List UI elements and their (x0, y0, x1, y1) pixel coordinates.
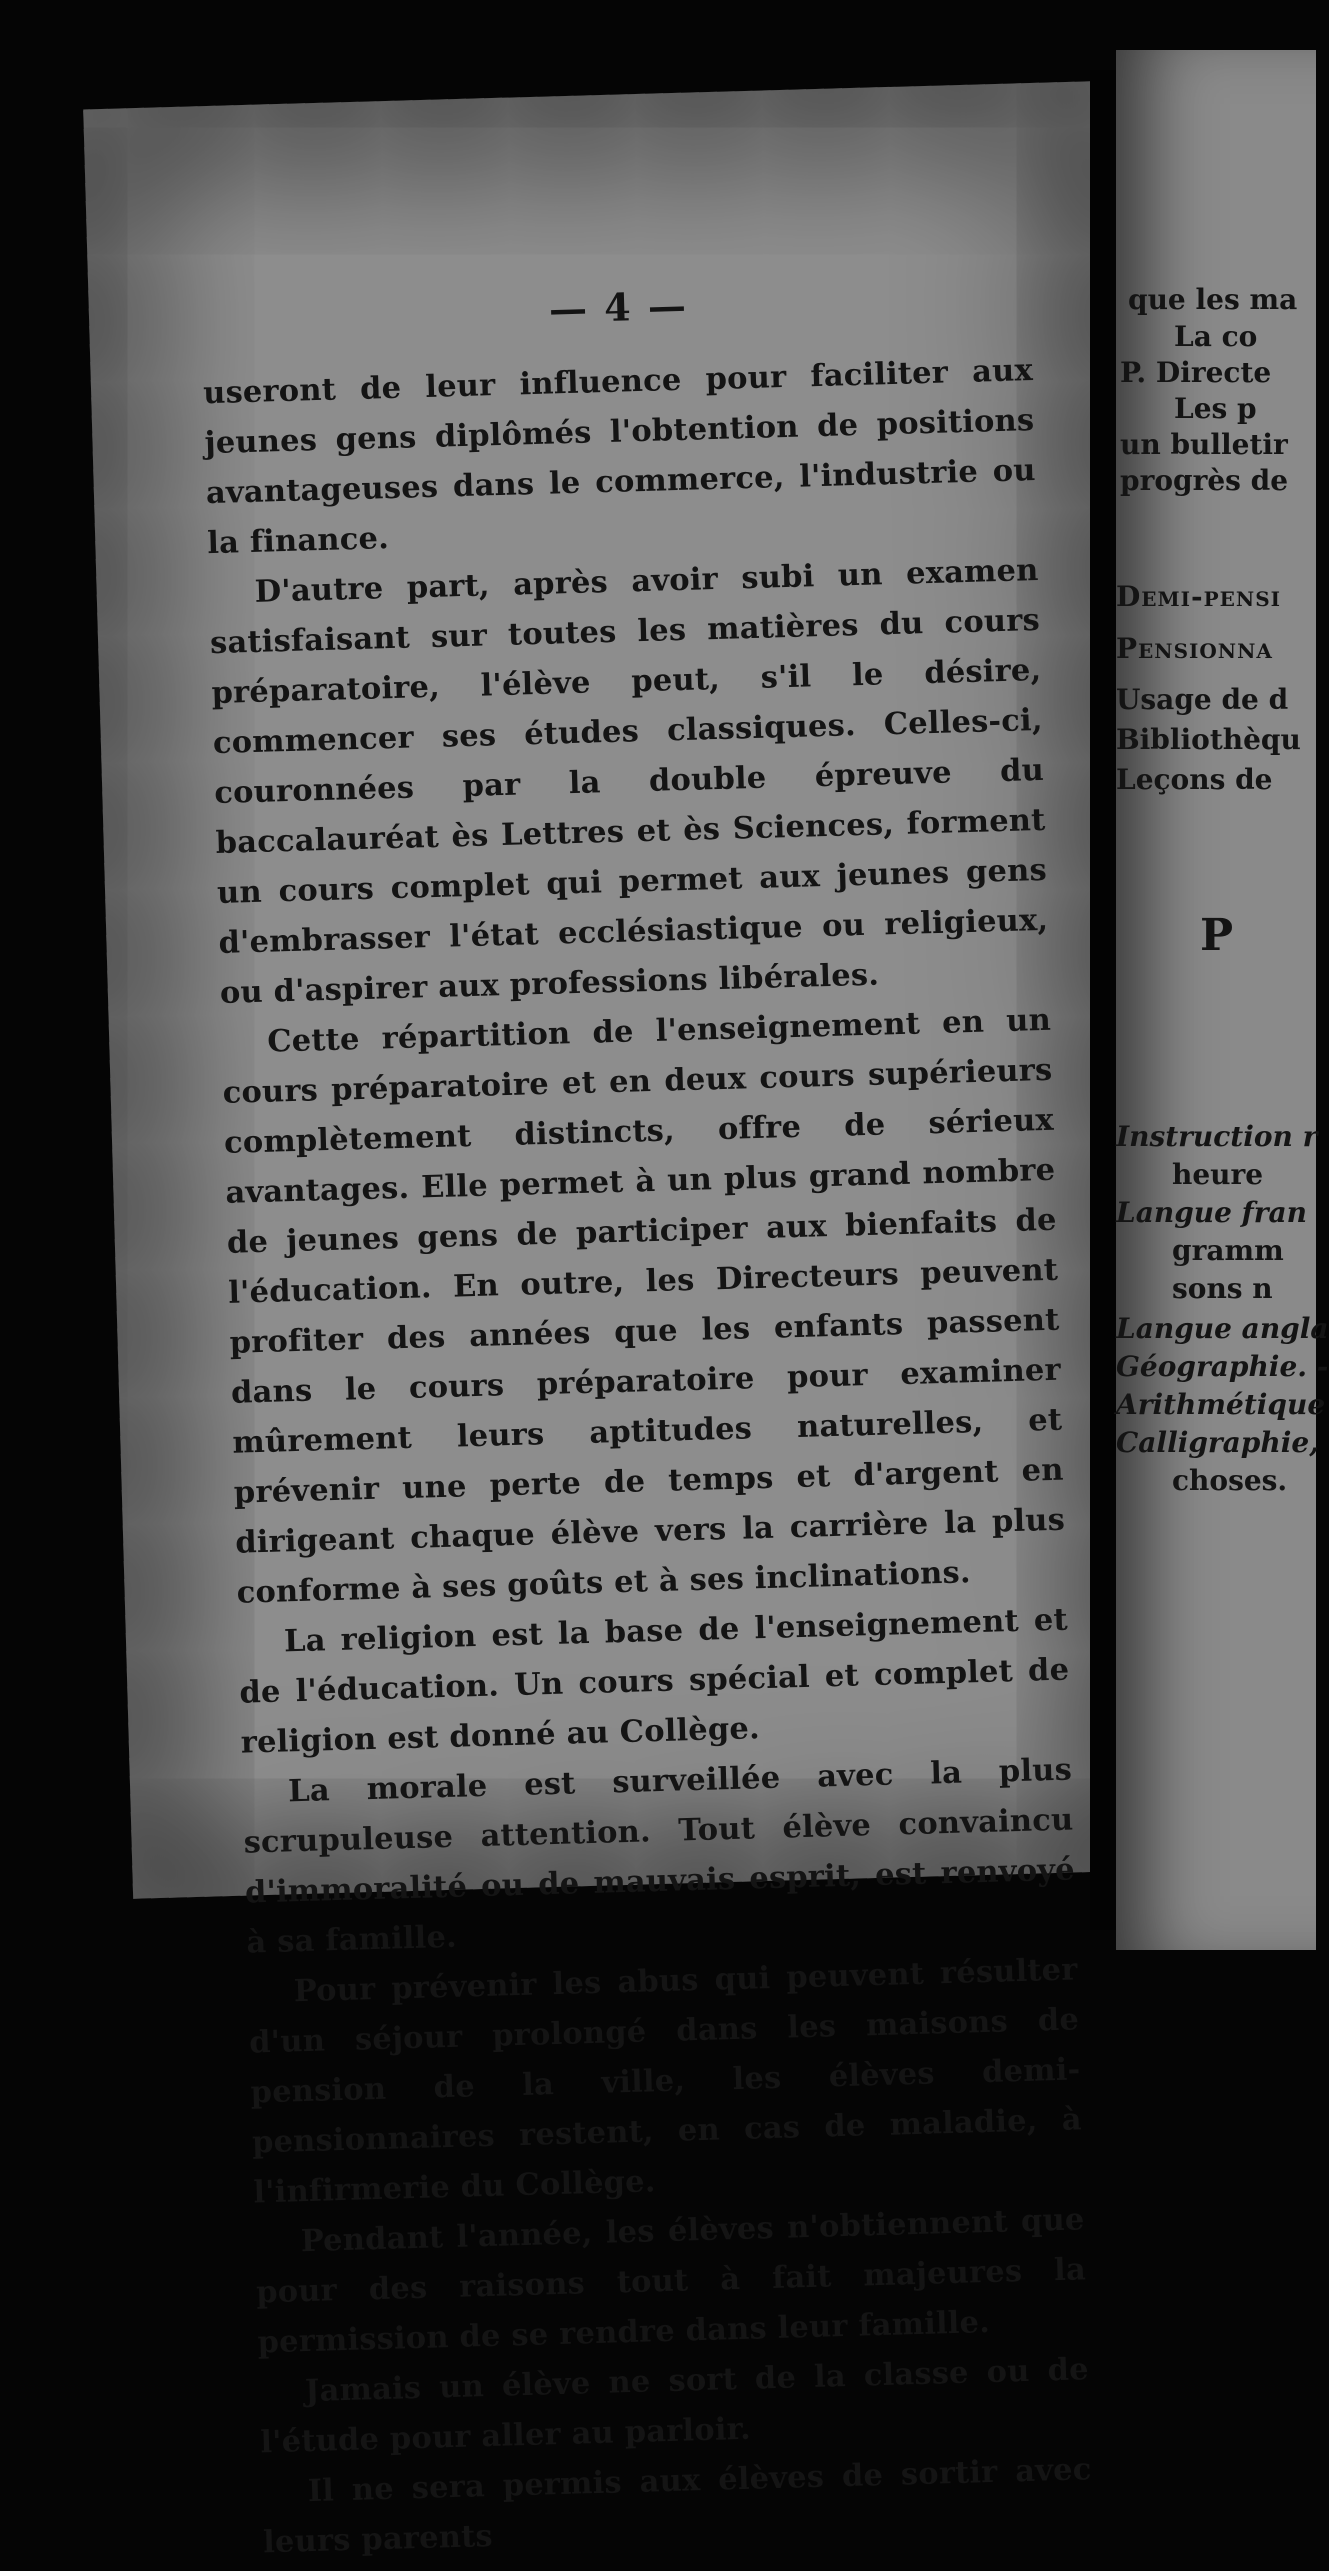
right-fragment: Les p (1174, 392, 1257, 425)
right-fragment: sons n (1172, 1272, 1273, 1305)
book-gutter (1090, 70, 1116, 1930)
right-fragment: Bibliothèqu (1116, 723, 1301, 756)
right-fragment: progrès de (1120, 464, 1289, 497)
left-page (83, 81, 1143, 2561)
right-fragment: Langue fran (1116, 1196, 1307, 1229)
page-body (202, 345, 1093, 2567)
right-fragment: heure (1172, 1158, 1264, 1191)
right-page-edge (1116, 50, 1329, 1950)
right-fragment: un bulletir (1120, 428, 1288, 461)
right-fragment: Leçons de (1116, 763, 1273, 796)
right-fragment: La co (1174, 320, 1258, 353)
paragraph-8: Jamais un élève ne sort de la classe ou de l'étude pour aller au parloir. (259, 2351, 1090, 2461)
right-fragment: Usage de d (1116, 683, 1289, 716)
paragraph-1: useront de leur influence pour faciliter aux jeunes gens diplômés l'obtention de positions avantageuses dans le commerce, l'industrie ou la finance. (202, 352, 1037, 562)
paragraph-5: La morale est surveillée avec la plus scrupuleuse attention. Tout élève convaincu d'immoralité ou de mauvais esprit, est renvoyé à sa famille. (243, 1751, 1076, 1961)
page-number: — 4 — (548, 282, 689, 332)
right-fragment: gramm (1172, 1234, 1284, 1267)
right-fragment: Pensionna (1116, 632, 1273, 665)
paragraph-4: La religion est la base de l'enseignement et de l'éducation. Un cours spécial et complet de religion est donné au Collège. (238, 1601, 1070, 1761)
paragraph-6: Pour prévenir les abus qui peuvent résulter d'un séjour prolongé dans les maisons de pension de la ville, les élèves demi-pensionnaires restent, en cas de maladie, à l'infirmerie du Collège. (248, 1951, 1083, 2211)
right-fragment: que les ma (1128, 283, 1298, 316)
right-fragment: Langue angla (1116, 1312, 1329, 1345)
paragraph-2: D'autre part, après avoir subi un examen satisfaisant sur toutes les matières du cours préparatoire, l'élève peut, s'il le désire, commencer ses études classiques. Celles-ci, couronnées par la double épreuve du baccalauréat ès Lettres et ès Sciences, forment un cours complet qui permet aux jeunes gens d'embrasser l'état ecclésiastique ou religieux, ou d'aspirer aux professions libérales. (209, 551, 1049, 1011)
paragraph-7: Pendant l'année, les élèves n'obtiennent que pour des raisons tout à fait majeures la permission de se rendre dans leur famille. (255, 2201, 1087, 2361)
right-fragment: Demi-pensi (1116, 580, 1282, 613)
right-fragment: Instruction r (1116, 1120, 1318, 1153)
right-fragment: P. Directe (1120, 356, 1272, 389)
right-fragment: Calligraphie, (1116, 1426, 1319, 1459)
paragraph-9: Il ne sera permis aux élèves de sortir avec leurs parents (262, 2451, 1092, 2561)
right-fragment: choses. (1172, 1464, 1288, 1497)
right-fragment: P (1200, 910, 1234, 961)
right-fragment: Géographie. - (1116, 1350, 1329, 1383)
paragraph-3: Cette répartition de l'enseignement en un cours préparatoire et en deux cours supérieurs complètement distincts, offre de sérieux avantages. Elle permet à un plus grand nombre de jeunes gens de participer aux bienfaits de l'éducation. En outre, les Directeurs peuvent profiter des années que les enfants passent dans le cours préparatoire pour examiner mûrement leurs aptitudes naturelles, et prévenir une perte de temps et d'argent en dirigeant chaque élève vers la carrière la plus conforme à ses goûts et à ses inclinations. (222, 1001, 1066, 1611)
right-fragment: Arithmétique (1116, 1388, 1326, 1421)
